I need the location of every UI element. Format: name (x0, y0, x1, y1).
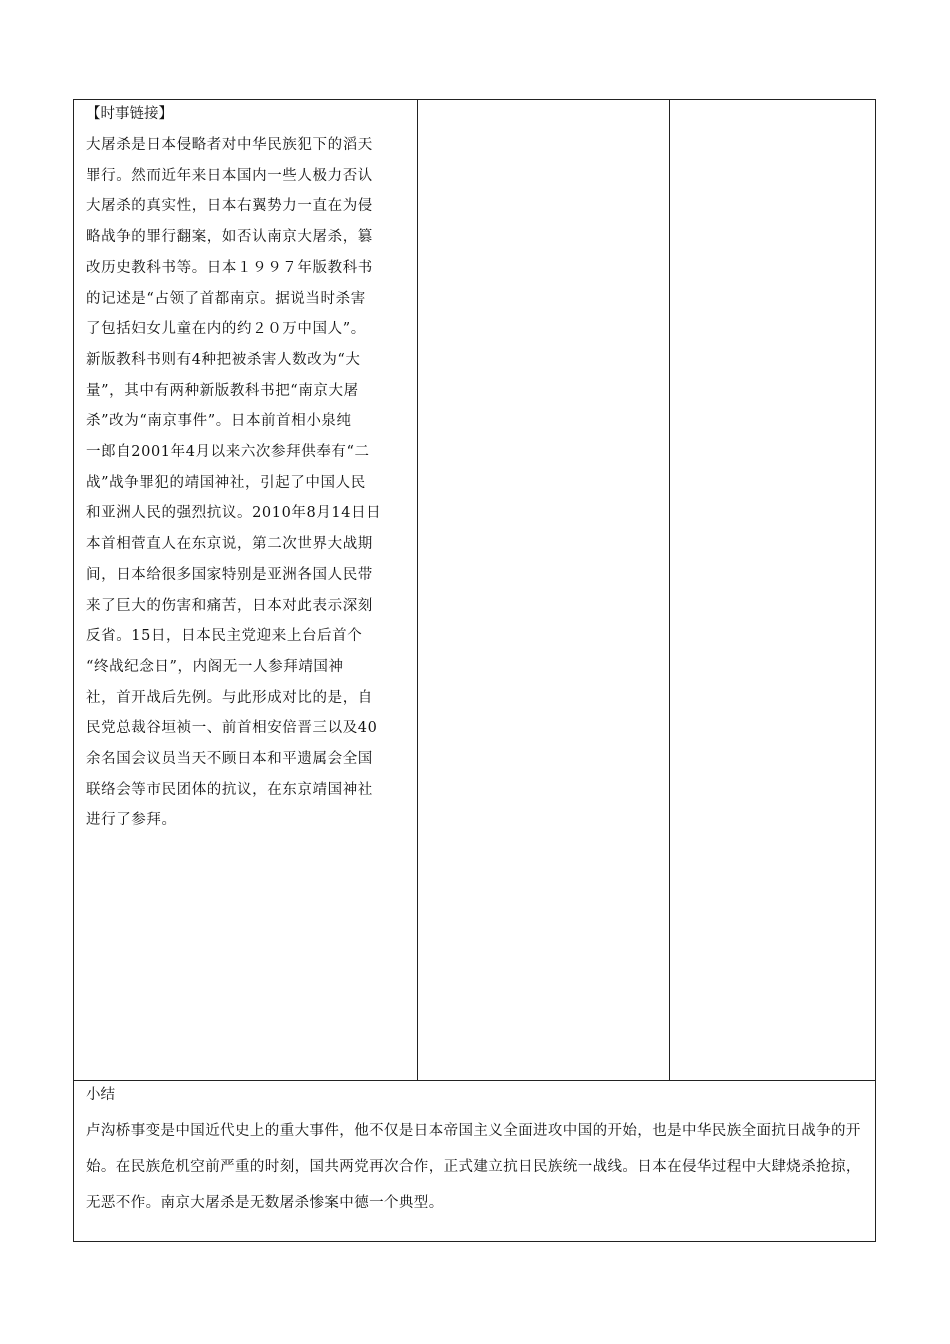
news-line: 略战争的罪行翻案，如否认南京大屠杀，篡 (86, 229, 373, 246)
news-line: 间，日本给很多国家特别是亚洲各国人民带 (86, 566, 373, 583)
news-line: 联络会等市民团体的抗议，在东京靖国神社 (86, 781, 373, 798)
news-heading: 【时事链接】 (86, 106, 173, 122)
news-line: 进行了参拜。 (86, 812, 177, 829)
news-line: 量”，其中有两种新版教科书把“南京大屠 (86, 382, 359, 399)
news-line: 大屠杀是日本侵略者对中华民族犯下的滔天 (86, 137, 373, 153)
news-line: 了包括妇女儿童在内的约２０万中国人”。 (86, 321, 366, 338)
news-line: 反省。15日，日本民主党迎来上台后首个 (86, 628, 363, 645)
empty-middle-cell (418, 100, 670, 1080)
news-line: 战”战争罪犯的靖国神社，引起了中国人民 (86, 474, 366, 491)
news-body (86, 130, 409, 836)
news-line: 新版教科书则有4种把被杀害人数改为“大 (86, 351, 361, 368)
empty-right-cell (670, 100, 875, 1080)
news-line: 改历史教科书等。日本１９９７年版教科书 (86, 259, 373, 276)
news-line: 的记述是“占领了首都南京。据说当时杀害 (86, 290, 366, 307)
news-line: 大屠杀的真实性，日本右翼势力一直在为侵 (86, 198, 373, 215)
news-line: 罪行。然而近年来日本国内一些人极力否认 (86, 167, 373, 184)
news-line: 余名国会议员当天不顾日本和平遗属会全国 (86, 751, 373, 768)
news-line: 本首相菅直人在东京说，第二次世界大战期 (86, 536, 373, 553)
news-line: 民党总裁谷垣祯一、前首相安倍晋三以及40 (86, 720, 378, 737)
news-line: 和亚洲人民的强烈抗议。2010年8月14日日 (86, 505, 382, 522)
news-cell (74, 100, 418, 1080)
news-line: 一郎自2001年4月以来六次参拜供奉有“二 (86, 444, 370, 461)
news-line: “终战纪念日”，内阁无一人参拜靖国神 (86, 658, 344, 675)
news-line: 来了巨大的伤害和痛苦，日本对此表示深刻 (86, 597, 373, 614)
content-row (74, 100, 875, 1081)
summary-text: 卢沟桥事变是中国近代史上的重大事件，他不仅是日本帝国主义全面进攻中国的开始，也是中华民族全面抗日战争的开始。在民族危机空前严重的时刻，国共两党再次合作，正式建立抗日民族统一战线。日本在侵华过程中大肆烧杀抢掠，无恶不作。南京大屠杀是无数屠杀惨案中德一个典型。 (86, 1123, 861, 1211)
news-line: 社，首开战后先例。与此形成对比的是，自 (86, 689, 373, 706)
summary-title: 小结 (86, 1087, 115, 1103)
summary-row (74, 1081, 875, 1241)
lesson-table (73, 99, 876, 1242)
news-line: 杀”改为“南京事件”。日本前首相小泉纯 (86, 413, 352, 430)
